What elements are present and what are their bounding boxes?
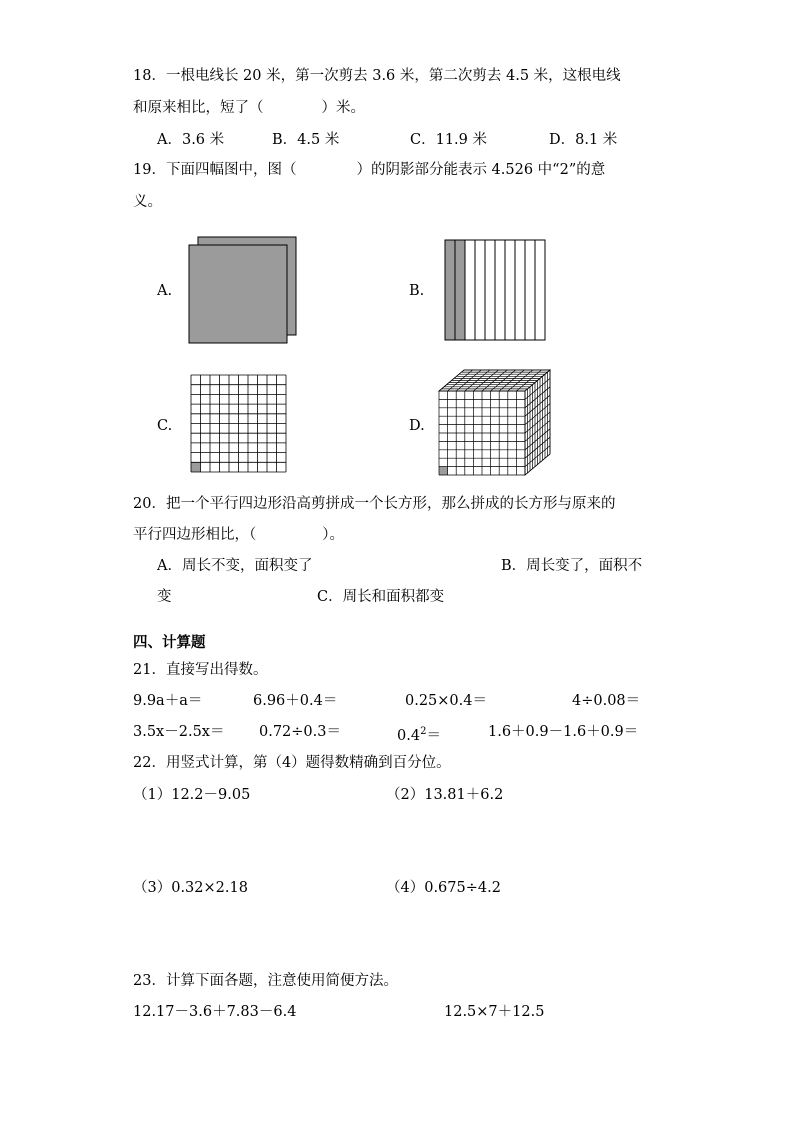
- q21-item-4[interactable]: 4÷0.08＝: [572, 693, 641, 709]
- figure-d-shaded-cube: [439, 467, 448, 475]
- q18-line2: [133, 98, 365, 118]
- q19-label-a[interactable]: A.: [157, 283, 173, 299]
- figure-a-two-squares: [188, 236, 300, 346]
- q23-item-1[interactable]: 12.17－3.6＋7.83－6.4: [133, 1004, 297, 1020]
- q19-label-c[interactable]: C.: [157, 418, 173, 434]
- q22-item-2[interactable]: （2）13.81＋6.2: [386, 787, 504, 803]
- q21-item-5[interactable]: 3.5x－2.5x＝: [133, 724, 225, 740]
- q21-item-3[interactable]: 0.25×0.4＝: [405, 693, 487, 709]
- q22-item-3[interactable]: （3）0.32×2.18: [133, 880, 248, 896]
- q21-item-7-exponent: 2: [420, 726, 427, 737]
- q21-item-7-base: 0.4: [397, 727, 421, 744]
- q19-line1-start: 19．下面四幅图中，图（: [133, 162, 297, 178]
- q18-line2-start: 和原来相比，短了（: [133, 100, 264, 116]
- figure-d-thousandths-cube: [438, 368, 552, 476]
- q20-option-b-wrap: 变: [157, 589, 172, 605]
- q22-item-1[interactable]: （1）12.2－9.05: [133, 787, 251, 803]
- figure-c-hundredths: [190, 374, 288, 474]
- q18-option-d[interactable]: D．8.1 米: [549, 132, 618, 148]
- q20-option-b[interactable]: B．周长变了，面积不: [501, 558, 643, 574]
- q20-line1: 20．把一个平行四边形沿高剪拼成一个长方形，那么拼成的长方形与原来的: [133, 496, 616, 512]
- q19-line1: [133, 160, 605, 180]
- q20-line2: [133, 525, 344, 545]
- q18-line1: 18．一根电线长 20 米，第一次剪去 3.6 米，第二次剪去 4.5 米，这根电线: [133, 68, 621, 84]
- q19-label-b[interactable]: B.: [409, 283, 425, 299]
- q19-line1-end: ）的阴影部分能表示 4.526 中“2”的意: [356, 162, 606, 178]
- q21-item-6[interactable]: 0.72÷0.3＝: [259, 724, 341, 740]
- q18-option-b[interactable]: B．4.5 米: [272, 132, 340, 148]
- q21-item-7[interactable]: [397, 722, 441, 746]
- q20-line2-end: ）。: [322, 527, 344, 543]
- q19-label-d[interactable]: D.: [409, 418, 425, 434]
- q21-item-2[interactable]: 6.96＋0.4＝: [253, 693, 338, 709]
- q18-option-a[interactable]: A．3.6 米: [157, 132, 225, 148]
- q23-item-2[interactable]: 12.5×7＋12.5: [444, 1004, 545, 1020]
- q21-title: 21．直接写出得数。: [133, 662, 268, 678]
- q20-option-a[interactable]: A．周长不变，面积变了: [157, 558, 313, 574]
- figure-b-tenths: [444, 239, 546, 341]
- section-title-calculation: 四、计算题: [133, 635, 206, 651]
- q22-item-4[interactable]: （4）0.675÷4.2: [386, 880, 501, 896]
- q22-title: 22．用竖式计算，第（4）题得数精确到百分位。: [133, 755, 451, 771]
- q19-line2: 义。: [133, 194, 162, 210]
- q18-line2-end: ）米。: [321, 100, 365, 116]
- q20-line2-start: 平行四边形相比，（: [133, 527, 257, 543]
- q21-item-7-equals: ＝: [426, 727, 441, 744]
- q21-item-1[interactable]: 9.9a＋a＝: [133, 693, 203, 709]
- q23-title: 23．计算下面各题，注意使用简便方法。: [133, 973, 398, 989]
- figure-c-shaded-cell: [191, 462, 201, 472]
- q18-option-c[interactable]: C．11.9 米: [410, 132, 487, 148]
- q20-option-c[interactable]: C．周长和面积都变: [317, 589, 445, 605]
- q21-item-8[interactable]: 1.6＋0.9－1.6＋0.9＝: [488, 724, 639, 740]
